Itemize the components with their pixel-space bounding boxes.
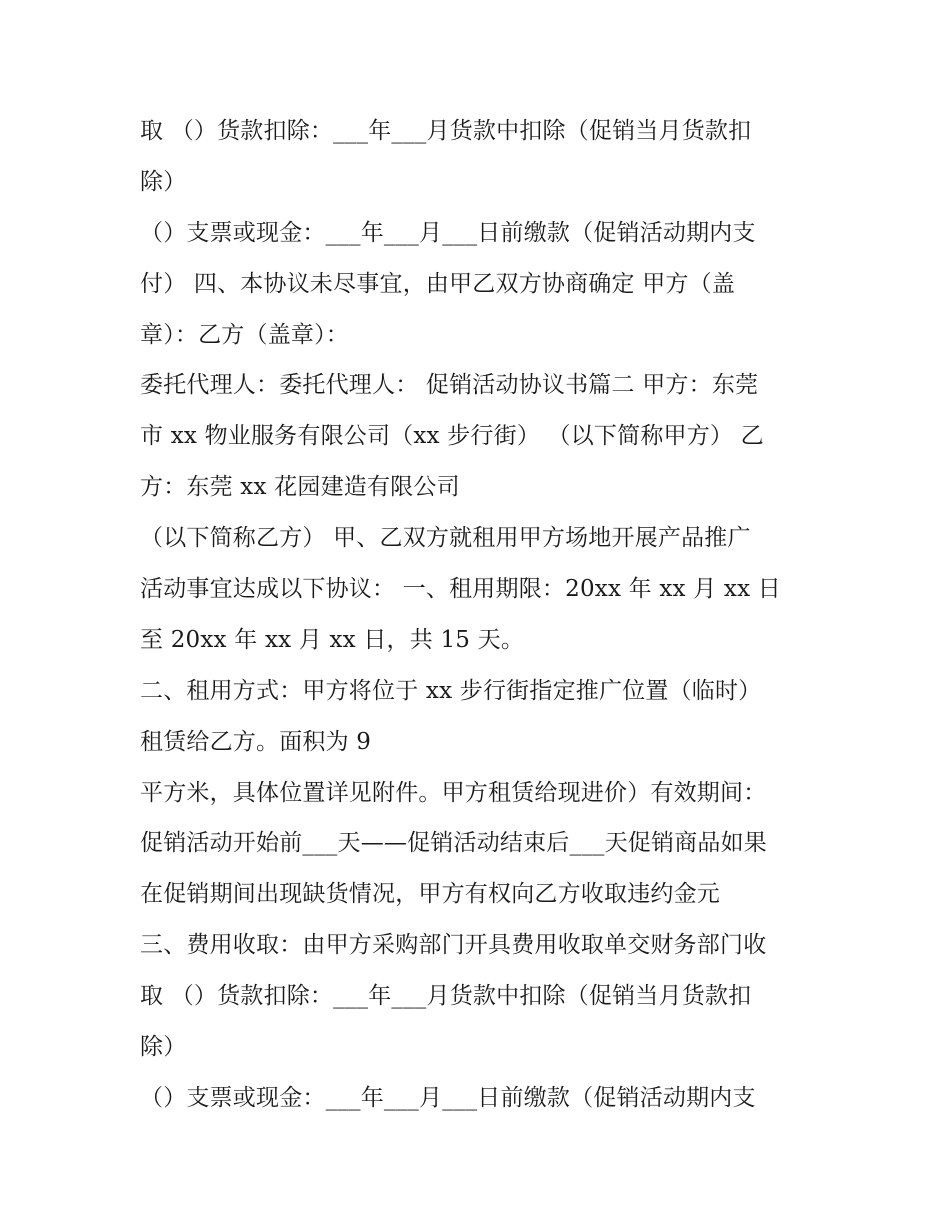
text-line: 除）	[140, 168, 187, 195]
text-line: 租赁给乙方。面积为 9	[140, 728, 372, 755]
text-line: 平方米，具体位置详见附件。甲方租赁给现进价）有效期间：	[140, 779, 767, 806]
document-body	[140, 106, 830, 1124]
text-line: （）支票或现金：___年___月___日前缴款（促销活动期内支	[140, 1084, 756, 1111]
text-line: 方：东莞 xx 花园建造有限公司	[140, 474, 460, 501]
text-line: （以下简称乙方） 甲、乙双方就租用甲方场地开展产品推广	[140, 525, 751, 552]
text-line: 付） 四、本协议未尽事宜，由甲乙双方协商确定 甲方（盖	[140, 270, 736, 297]
text-line: 三、费用收取：由甲方采购部门开具费用收取单交财务部门收	[140, 932, 767, 959]
text-line: 取 （）货款扣除：___年___月货款中扣除（促销当月货款扣	[140, 118, 752, 144]
text-line: 活动事宜达成以下协议： 一、租用期限：20xx 年 xx 月 xx 日	[140, 576, 781, 603]
text-line: （）支票或现金：___年___月___日前缴款（促销活动期内支	[140, 219, 756, 246]
text-line: 在促销期间出现缺货情况，甲方有权向乙方收取违约金元	[140, 881, 720, 908]
text-line: 委托代理人：委托代理人： 促销活动协议书篇二 甲方：东莞	[140, 372, 759, 399]
text-line: 市 xx 物业服务有限公司（xx 步行街） （以下简称甲方） 乙	[140, 423, 764, 450]
text-line: 章）：乙方（盖章）：	[140, 321, 349, 348]
text-line: 取 （）货款扣除：___年___月货款中扣除（促销当月货款扣	[140, 983, 752, 1010]
text-line: 至 20xx 年 xx 月 xx 日，共 15 天。	[140, 626, 525, 653]
text-line: 二、租用方式：甲方将位于 xx 步行街指定推广位置（临时）	[140, 677, 762, 704]
text-line: 除）	[140, 1034, 187, 1061]
text-line: 促销活动开始前___天——促销活动结束后___天促销商品如果	[140, 830, 767, 857]
